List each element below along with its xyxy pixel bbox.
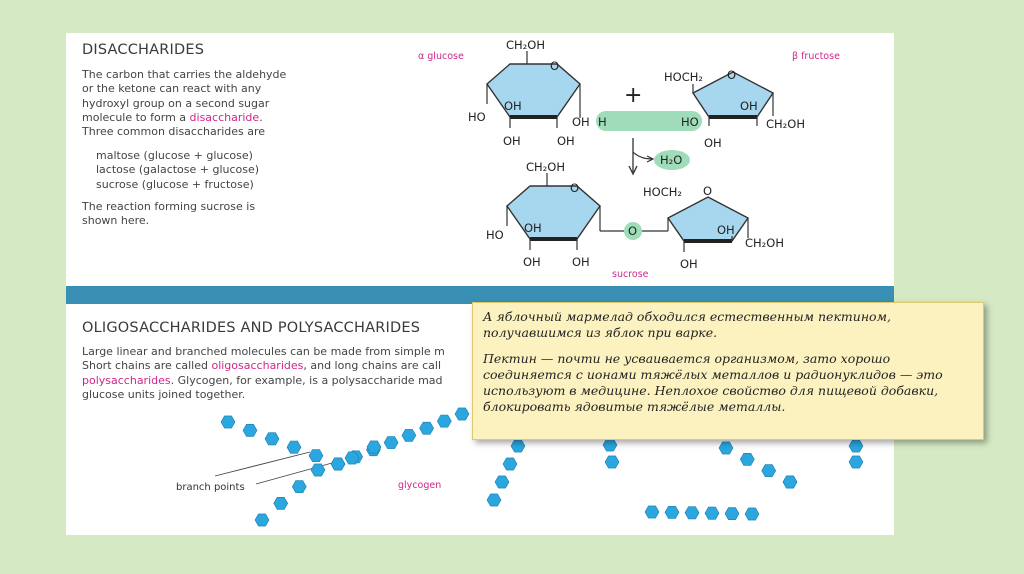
oh-label: OH — [740, 99, 758, 113]
glucose-unit — [603, 439, 617, 451]
glucose-unit — [645, 506, 659, 518]
para-line: polysaccharides. Glycogen, for example, is a polysaccharide mad — [82, 373, 443, 387]
glucose-unit — [783, 476, 797, 488]
glucose-unit — [292, 481, 306, 493]
glucose-unit — [402, 429, 416, 441]
para-line: Short chains are called oligosaccharides, and long chains are call — [82, 359, 441, 373]
glucose-unit — [331, 458, 345, 470]
note-box — [472, 302, 984, 440]
glucose-unit — [740, 453, 754, 465]
para-line: The carbon that carries the aldehyde — [82, 68, 287, 81]
water-label: H₂O — [660, 153, 683, 167]
oh-label: OH — [572, 255, 590, 269]
glucose-unit — [665, 506, 679, 518]
para-line: Large linear and branched molecules can be made from simple m — [82, 345, 445, 358]
para-line: molecule to form a disaccharide. — [82, 110, 263, 124]
sucrose-fructose-ring — [643, 184, 784, 271]
note-paragraph: Пектин — почти не усваивается организмом, зато хорошо соединяется с ионами тяжёлых металлов и радионуклидов — это используют в медицине. Неплохое свойство для пищевой добавки, блокировать ядовитые тяжёлые металлы. — [483, 351, 943, 414]
oh-label: OH — [704, 136, 722, 150]
branch-points-label: branch points — [176, 482, 245, 493]
alpha-glucose-label: α glucose — [418, 51, 464, 62]
oh-label: OH — [524, 221, 542, 235]
oh-label: OH — [504, 99, 522, 113]
glucose-unit — [420, 422, 434, 434]
ho-label: HO — [468, 110, 486, 124]
glucose-unit — [287, 441, 301, 453]
oh-label: OH — [523, 255, 541, 269]
glucose-unit — [745, 508, 759, 520]
ring-oxygen: O — [570, 181, 580, 195]
ho-label: HO — [681, 115, 699, 129]
list-item: sucrose (glucose + fructose) — [96, 177, 254, 191]
glucose-unit — [849, 440, 863, 452]
hoch2-label: HOCH₂ — [643, 185, 682, 199]
sucrose-label: sucrose — [612, 269, 649, 280]
ring-oxygen: O — [550, 59, 560, 73]
plus-sign: + — [624, 83, 643, 108]
glucose-unit — [705, 507, 719, 519]
ch2oh-label: CH₂OH — [526, 160, 565, 174]
ch2oh-label: CH₂OH — [506, 38, 545, 52]
glucose-unit — [487, 494, 501, 506]
para-line: hydroxyl group on a second sugar — [82, 96, 270, 110]
oh-label: OH — [572, 115, 590, 129]
list-item: maltose (glucose + glucose) — [96, 149, 253, 162]
oligo-heading: OLIGOSACCHARIDES AND POLYSACCHARIDES — [82, 320, 421, 336]
glucose-unit — [221, 416, 235, 428]
glucose-ring — [468, 38, 590, 148]
glucose-unit — [455, 408, 469, 420]
oh-label: OH — [717, 223, 735, 237]
bridge-oxygen: O — [628, 224, 638, 238]
glucose-unit — [685, 507, 699, 519]
glucose-unit — [495, 476, 509, 488]
glycogen-label: glycogen — [398, 480, 442, 491]
glucose-unit — [384, 437, 398, 449]
glucose-unit — [243, 424, 257, 436]
ring-oxygen: O — [727, 68, 737, 82]
sucrose-glucose-ring — [486, 160, 600, 269]
glucose-unit — [265, 433, 279, 445]
glucose-unit — [725, 508, 739, 520]
branch-pointer-line — [215, 452, 310, 476]
hoch2-label: HOCH₂ — [664, 70, 703, 84]
oligosaccharides-term: oligosaccharides — [211, 359, 304, 373]
oh-label: OH — [680, 257, 698, 271]
glucose-unit — [309, 450, 323, 462]
oh-label: OH — [557, 134, 575, 148]
glucose-unit — [274, 497, 288, 509]
disaccharide-term: disaccharide — [189, 110, 260, 124]
para-line: or the ketone can react with any — [82, 82, 262, 96]
glucose-unit — [849, 456, 863, 468]
glucose-unit — [503, 458, 517, 470]
glucose-unit — [511, 440, 525, 452]
glucose-unit — [255, 514, 269, 526]
beta-fructose-label: β fructose — [792, 51, 840, 62]
ho-label: HO — [486, 228, 504, 242]
oh-label: OH — [503, 134, 521, 148]
reaction-arrow — [629, 138, 653, 174]
list-item: lactose (galactose + glucose) — [96, 163, 260, 177]
para-line: Three common disaccharides are — [82, 125, 266, 139]
para-line: shown here. — [82, 214, 150, 228]
para-line: The reaction forming sucrose is — [82, 200, 256, 213]
para-line: glucose units joined together. — [82, 387, 246, 401]
note-paragraph: А яблочный мармелад обходился естественным пектином, получавшимся из яблок при варке. — [483, 309, 891, 340]
ring-oxygen: O — [703, 184, 713, 198]
glucose-unit — [605, 456, 619, 468]
polysaccharides-term: polysaccharides — [82, 373, 171, 387]
glucose-unit — [762, 465, 776, 477]
ch2oh-label: CH₂OH — [745, 236, 784, 250]
disaccharides-heading: DISACCHARIDES — [82, 42, 205, 58]
fructose-ring — [664, 68, 805, 150]
glucose-unit — [719, 442, 733, 454]
glucose-unit — [437, 415, 451, 427]
h-label: H — [598, 115, 607, 129]
ch2oh-label: CH₂OH — [766, 117, 805, 131]
